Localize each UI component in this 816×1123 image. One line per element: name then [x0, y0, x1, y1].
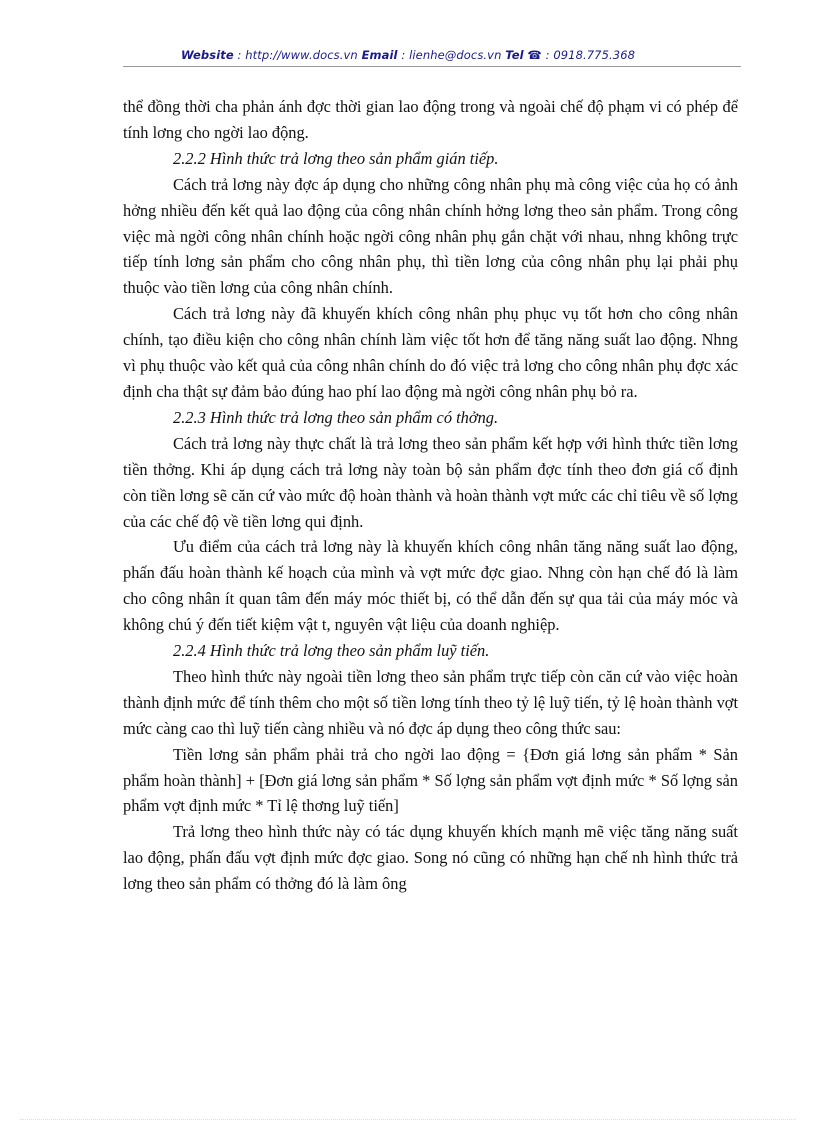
paragraph: Trả lơng theo hình thức này có tác dụng khuyến khích mạnh mẽ việc tăng năng suất lao động, phấn đấu vợt định mức đợc giao. Song nó cũng có những hạn chế nh hình thức trả lơng theo sản phẩm có thởng đó là làm ông [123, 822, 738, 894]
paragraph: Tiền lơng sản phẩm phải trả cho ngời lao động = {Đơn giá lơng sản phẩm * Sản phẩm hoàn thành] + [Đơn giá lơng sản phẩm * Số lợng sản phẩm vợt định mức * Số lợng sản phẩm vợt định mức * Tỉ lệ thơng luỹ tiến] [123, 744, 738, 816]
email-label: Email [361, 48, 398, 62]
website-separator: : [233, 48, 246, 62]
header-rule [123, 66, 741, 67]
email-value[interactable]: lienhe@docs.vn [409, 48, 502, 62]
section-heading: 2.2.4 Hình thức trả lơng theo sản phẩm luỹ tiến. [173, 641, 490, 661]
section-heading: 2.2.2 Hình thức trả lơng theo sản phẩm gián tiếp. [173, 148, 499, 168]
paragraph: Ưu điểm của cách trả lơng này là khuyến khích công nhân tăng năng suất lao động, phấn đấu hoàn thành kế hoạch của mình và vợt mức đợc giao. Nhng còn hạn chế đó là làm cho công nhân ít quan tâm đến máy móc thiết bị, có thể dẫn đến sự qua tải của máy móc và không chú ý đến tiết kiệm vật t, nguyên vật liệu của doanh nghiệp. [123, 537, 738, 635]
section-heading: 2.2.3 Hình thức trả lơng theo sản phẩm có thởng. [173, 407, 499, 427]
page-bottom-border [20, 1119, 796, 1120]
tel-value: : 0918.775.368 [541, 48, 636, 62]
paragraph: Cách trả lơng này đã khuyến khích công nhân phụ phục vụ tốt hơn cho công nhân chính, tạo điều kiện cho công nhân chính làm việc tốt hơn để tăng năng suất lao động. Nhng vì phụ thuộc vào kết quả của công nhân chính do đó việc trả lơng cho công nhân phụ đợc xác định cha thật sự đảm bảo đúng hao phí lao động mà ngời công nhân phụ bỏ ra. [123, 304, 738, 401]
website-url[interactable]: http://www.docs.vn [245, 48, 358, 62]
paragraph: Cách trả lơng này thực chất là trả lơng theo sản phẩm kết hợp với hình thức tiền lơng tiền thởng. Khi áp dụng cách trả lơng này toàn bộ sản phẩm đợc tính theo đơn giá cố định còn tiền lơng sẽ căn cứ vào mức độ hoàn thành và hoàn thành vợt mức các chỉ tiêu về số lợng của các chế độ về tiền lơng qui định. [123, 433, 738, 531]
tel-label: Tel [505, 48, 524, 62]
website-label: Website [180, 48, 234, 62]
paragraph: thể đồng thời cha phản ánh đợc thời gian lao động trong và ngoài chế độ phạm vi có phép để tính lơng cho ngời lao động. [123, 97, 738, 142]
page-header [0, 48, 816, 62]
paragraph: Cách trả lơng này đợc áp dụng cho những công nhân phụ mà công việc của họ có ảnh hởng nhiều đến kết quả lao động của công nhân chính hởng lơng theo sản phẩm. Trong công việc mà ngời công nhân chính hoặc ngời công nhân phụ gắn chặt với nhau, nhng không trực tiếp tính lơng sản phẩm cho công nhân phụ, thì tiền lơng của công nhân phụ lại phải phụ thuộc vào tiền lơng của công nhân chính. [123, 174, 738, 298]
paragraph: Theo hình thức này ngoài tiền lơng theo sản phẩm trực tiếp còn căn cứ vào việc hoàn thành định mức để tính thêm cho một số tiền lơng tính theo tỷ lệ luỹ tiến, tỷ lệ hoàn thành vợt mức càng cao thì luỹ tiến càng nhiều và nó đợc áp dụng theo công thức sau: [123, 666, 738, 738]
email-separator: : [397, 48, 410, 62]
phone-icon: ☎ [527, 48, 542, 62]
document-body [123, 94, 738, 897]
